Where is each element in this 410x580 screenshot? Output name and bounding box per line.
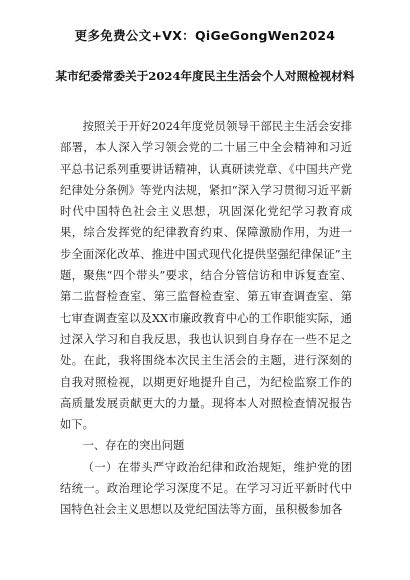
section-heading: 一、存在的突出问题 bbox=[82, 439, 185, 453]
subsection-paragraph: （一）在带头严守政治纪律和政治规矩，维护党的团结统一。政治理论学习深度不足。在学习习近平新时代中国特色社会主义思想以及党纪国法等方面，虽积极参加各 bbox=[60, 460, 352, 517]
watermark-header: 更多免费公文+VX：QiGeGongWen2024 bbox=[74, 28, 336, 43]
document-title: 某市纪委常委关于2024年度民主生活会个人对照检视材料 bbox=[55, 69, 355, 83]
intro-paragraph: 按照关于开好2024年度党员领导干部民主生活会安排部署，本人深入学习领会党的二十届三中全会精神和习近平总书记系列重要讲话精神，认真研读党章、《中国共产党纪律处分条例》等党内法规，紧扣“深入学习贯彻习近平新时代中国特色社会主义思想，巩固深化党纪学习教育成果，综合发挥党的纪律教育约束、保障激励作用，为进一步全面深化改革、推进中国式现代化提供坚强纪律保证”主题，聚焦“四个带头”要求，结合分管信访和申诉复查室、第二监督检查室、第三监督检查室、第五审查调查室、第七审查调查室以及XX市廉政教育中心的工作职能实际，通过深入学习和自我反思，我也认识到自身存在一些不足之处。在此，我将围绕本次民主生活会的主题，进行深刻的自我对照检视，以期更好地提升自己，为纪检监察工作的高质量发展贡献更大的力量。现将本人对照检查情况报告如下。 bbox=[60, 120, 352, 432]
document-body bbox=[60, 116, 352, 521]
